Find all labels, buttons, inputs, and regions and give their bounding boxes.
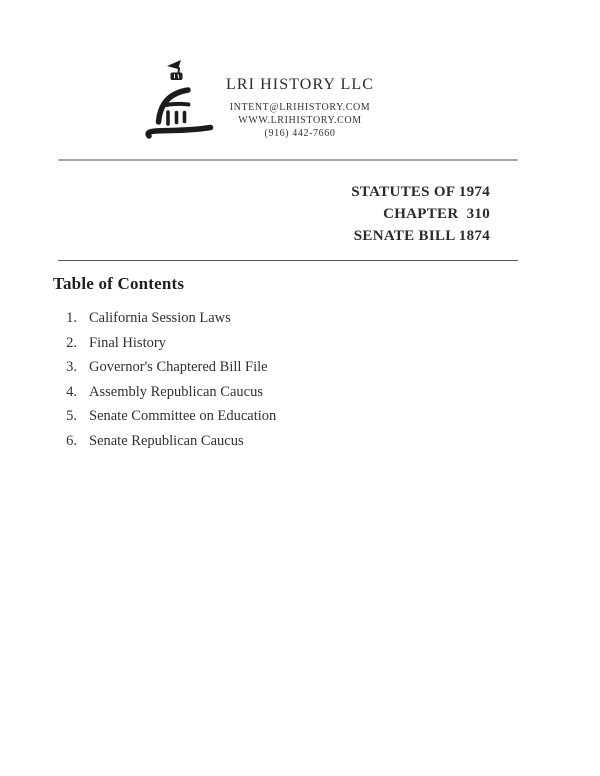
toc-item [55,429,276,454]
toc-item [55,306,276,331]
statutes-reference [351,181,490,247]
statutes-line: STATUTES OF 1974 [351,184,490,200]
contact-website: WWW.LRIHISTORY.COM [238,115,362,126]
toc-item-number: 5. [66,408,77,424]
toc-item [55,331,276,356]
toc-item-label: Assembly Republican Caucus [89,383,263,400]
company-name: LRI HISTORY LLC [225,76,375,93]
toc-item-number: 4. [66,383,77,400]
toc-heading: Table of Contents [53,274,185,293]
toc-item-number: 2. [66,334,77,351]
toc-item-number: 6. [66,432,77,449]
toc-item [55,380,276,405]
reference-divider [58,260,518,261]
toc-item [55,355,276,380]
toc-item-label: Governor's Chaptered Bill File [89,359,268,375]
toc-item-label: Senate Republican Caucus [89,432,244,449]
toc-item-label: Final History [89,334,166,351]
header-divider [58,159,518,161]
toc-list [55,306,276,453]
contact-email: INTENT@LRIHISTORY.COM [229,102,371,113]
chapter-line: CHAPTER 310 [383,206,490,222]
toc-item-label: Senate Committee on Education [89,408,277,424]
toc-item-number: 3. [66,359,77,375]
contact-phone: (916) 442-7660 [264,128,336,139]
toc-item-label: California Session Laws [89,310,231,326]
senate-bill-line: SENATE BILL 1874 [353,228,490,244]
toc-item-number: 1. [66,310,77,326]
toc-item [55,404,276,429]
